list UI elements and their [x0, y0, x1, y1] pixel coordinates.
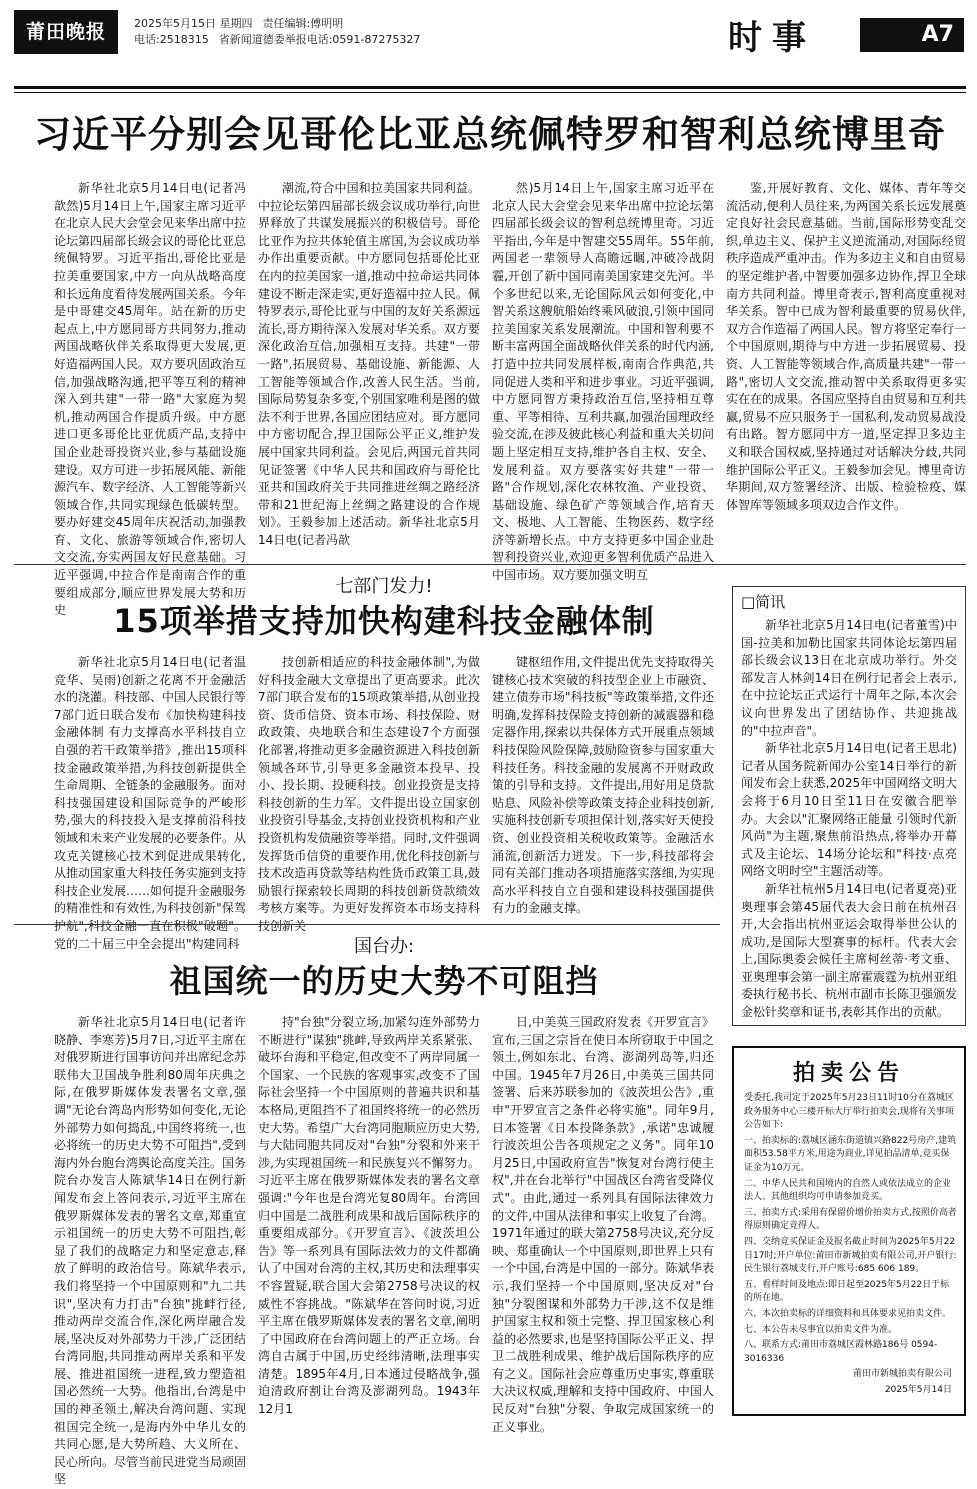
article1-text-4: 鉴,开展好教育、文化、媒体、青年等交流活动,便利人员往来,为两国关系长远发展奠定良好社会民意基础。当前,国际形势变乱交织,单边主义、保护主义逆流涌动,对国际经贸秩序造成严重冲击。作为多边主义和自由贸易的坚定维护者,中智要加强多边协作,捍卫全球南方共同利益。博里奇表示,智利高度重视对华关系。智中已成为智利最重要的贸易伙伴,双方合作造福了两国人民。智方将坚定奉行一个中国原则,期待与中方进一步拓展贸易、投资、人工智能等领域合作,高质量共建"一带一路",密切人文交流,推动智中关系取得更多实实在在的成果。各国应坚持自由贸易和互利共赢,贸易不应只服务于一国私利,发动贸易战没有出路。智方愿同中方一道,坚定捍卫多边主义和联合国权威,坚持通过对话解决分歧,共同维护国际公平正义。王毅参加会见。博里奇访华期间,双方签署经济、出版、检验检疫、媒体智库等领域多项双边合作文件。 — [726, 181, 967, 512]
article3-text-1: 新华社北京5月14日电(记者许晓静、李寒芳)5月7日,习近平主席在对俄罗斯进行国事访问并出席纪念苏联伟大卫国战争胜利80周年庆典之际,在俄罗斯媒体发表署名文章,强调"无论台湾岛内形势如何变化,无论外部势力如何捣乱,中国终将统一,也必将统一的历史大势不可阻挡",受到海内外台胞台湾舆论高度关注。国务院台办发言人陈斌华14日在例行新闻发布会上答问表示,习近平主席在俄罗斯媒体发表的署名文章,郑重宣示祖国统一的历史大势不可阻挡,彰显了我们的战略定力和坚定意志,释放了鲜明的政治信号。陈斌华表示,我们将坚持一个中国原则和"九二共识",坚决有力打击"台独"挑衅行径,推动两岸交流合作,深化两岸融合发展,坚决反对外部势力干涉,广泛团结台湾同胞,共同推动两岸关系和平发展、推进祖国统一进程,致力塑造祖国必然统一大势。他指出,台湾是中国的神圣领土,解决台湾问题、实现祖国完全统一,是海内外中华儿女的共同心愿,是大势所趋、大义所在、民心所向。尽管当前民进党当局顽固坚 — [54, 1015, 247, 1487]
briefs-body — [741, 617, 958, 1020]
article3-column-2 — [258, 1014, 480, 1417]
article2-column-3 — [492, 654, 714, 916]
auction-paragraph: 一、拍卖标的:荔城区涵东街道镇兴路822号房产,建筑面积53.58平方米,用途为商业,详见拍品清单,竞买保证金为10万元。 — [744, 1135, 957, 1173]
article1-column-1 — [54, 180, 247, 618]
section-title: 时事 — [728, 18, 816, 58]
auction-paragraph: 四、交纳竞买保证金及报名截止时间为2025年5月22日17时;开户单位:莆田市新城拍卖有限公司,开户银行:民生银行荔城支行,开户账号:685 606 189。 — [744, 1236, 957, 1275]
auction-title: 拍卖公告 — [792, 1061, 905, 1086]
auction-paragraph: 七、本公告未尽事宜以拍卖文件为准。 — [744, 1324, 898, 1335]
auction-paragraph: 五、看样时间及地点:即日起至2025年5月22日于标的所在地。 — [744, 1279, 950, 1304]
page-number: A7 — [860, 18, 964, 52]
article1-headline: 习近平分别会见哥伦比亚总统佩特罗和智利总统博里奇 — [34, 113, 946, 156]
article1-column-3 — [492, 180, 714, 583]
article3-column-1 — [54, 1014, 247, 1487]
auction-paragraph: 受委托,我司定于2025年5月23日11时10分在荔城区政务服务中心三楼开标大厅举行拍卖会,现将有关事项公告如下: — [744, 1093, 954, 1131]
article2-text-3: 键枢纽作用,文件提出优先支持取得关键核心技术突破的科技型企业上市融资、建立债券市场"科技板"等政策举措,文件还明确,发挥科技保险支持创新的减震器和稳定器作用,探索以共保体方式开展重点领域科技保险风险保障,鼓励险资参与国家重大科技任务。科技金融的发展离不开财政政策的引导和支持。文件提出,用好用足贷款贴息、风险补偿等政策支持企业科技创新,实施科技创新专项担保计划,落实好天使投资、创业投资相关税收政策等。金融活水涌流,创新活力迸发。下一步,科技部将会同有关部门推动各项措施落实落细,为实现高水平科技自立自强和建设科技强国提供有力的金融支撑。 — [492, 655, 714, 916]
auction-paragraph: 六、本次拍卖标的详细资料和具体要求见拍卖文件。 — [744, 1308, 952, 1319]
header-rule-thin — [14, 92, 966, 93]
brief-item: 新华社北京5月14日电(记者董雪)中国-拉美和加勒比国家共同体论坛第四届部长级会议13日在北京成功举行。外交部发言人林剑14日在例行记者会上表示,在中拉论坛正式运行十周年之际,本次会议向世界发出了团结协作、共迎挑战的"中拉声音"。 — [741, 618, 957, 738]
auction-sign-date: 2025年5月14日 — [884, 1384, 952, 1395]
article2-divider — [14, 924, 720, 925]
article2-text-2: 技创新相适应的科技金融体制",为做好科技金融大文章提出了更高要求。此次7部门联合发布的15项政策举措,从创业投资、货币信贷、资本市场、科技保险、财政政策、央地联合和生态建设7个方面强化部署,将推动更多金融资源进入科技创新领域各环节,引导更多金融资本投早、投小、投长期、投硬科技。创业投资是支持科技创新的生力军。文件提出设立国家创业投资引导基金,支持创业投资机构和产业投资机构发债融资等举措。同时,文件强调发挥货币信贷的重要作用,优化科技创新与技术改造再贷款等结构性货币政策工具,鼓励银行探索较长周期的科技创新贷款绩效考核方案等。为更好发挥资本市场支持科技创新关 — [258, 655, 480, 933]
newspaper-logo: 莆田晚报 — [14, 10, 118, 54]
article3-text-2: 持"台独"分裂立场,加紧勾连外部势力不断进行"谋独"挑衅,导致两岸关系紧张、破坏台海和平稳定,但改变不了两岸同属一个国家、一个民族的客观事实,改变不了国际社会坚持一个中国原则的普遍共识和基本格局,更阻挡不了祖国终将统一的必然历史大势。希望广大台湾同胞顺应历史大势,与大陆同胞共同反对"台独"分裂和外来干涉,为实现祖国统一和民族复兴不懈努力。习近平主席在俄罗斯媒体发表的署名文章强调:"今年也是台湾光复80周年。台湾回归中国是二战胜利成果和战后国际秩序的重要组成部分。《开罗宣言》、《波茨坦公告》等一系列具有国际法效力的文件都确认了中国对台湾的主权,其历史和法理事实不容置疑,联合国大会第2758号决议的权威性不容挑战。"陈斌华在答问时说,习近平主席在俄罗斯媒体发表的署名文章,阐明了中国政府在台湾问题上的严正立场。台湾自古属于中国,历史经纬清晰,法理事实清楚。1895年4月,日本通过侵略战争,强迫清政府割让台湾及澎湖列岛。1943年12月1 — [258, 1015, 480, 1417]
editor-phone: 电话:2518315 — [134, 33, 209, 46]
brief-item: 新华社北京5月14日电(记者王思北)记者从国务院新闻办公室14日举行的新闻发布会上获悉,2025年中国网络文明大会将于6月10日至11日在安徽合肥举办。大会以"汇聚网络正能量 引领时代新风尚"为主题,聚焦前沿热点,将举办开幕式及主论坛、14场分论坛和"科技·点亮网络文明时空"主题活动等。 — [741, 741, 957, 879]
brief-item: 新华社杭州5月14日电(记者夏亮)亚奥理事会第45届代表大会日前在杭州召开,大会指出杭州亚运会取得举世公认的成功,是国际大型赛事的标杆。代表大会上,国际奥委会候任主席柯丝蒂·考文垂、亚奥理事会第一副主席霍震霆为杭州亚组委执行秘书长、杭州市副市长陈卫强颁发金松针奖章和证书,表彰其作出的贡献。 — [741, 881, 958, 1020]
header-rule — [14, 86, 966, 89]
article2-column-2 — [258, 654, 480, 933]
news-briefs-box — [732, 586, 966, 1026]
issue-date: 2025年5月15日 星期四 — [134, 17, 253, 30]
article2-headline: 15项举措支持加快构建科技金融体制 — [113, 602, 655, 640]
article3-text-3: 日,中美英三国政府发表《开罗宣言》宣布,三国之宗旨在使日本所窃取于中国之领土,例如东北、台湾、澎湖列岛等,归还中国。1945年7月26日,中美英三国共同签署、后来苏联参加的《波茨坦公告》,重申"开罗宣言之条件必将实施"。同年9月,日本签署《日本投降条款》,承诺"忠诚履行波茨坦公告各项规定之义务"。同年10月25日,中国政府宣告"恢复对台湾行使主权",并在台北举行"中国战区台湾省受降仪式"。由此,通过一系列具有国际法律效力的文件,中国从法律和事实上收复了台湾。1971年通过的联大第2758号决议,充分反映、郑重确认一个中国原则,即世界上只有一个中国,台湾是中国的一部分。陈斌华表示,我们坚持一个中国原则,坚决反对"台独"分裂图谋和外部势力干涉,这不仅是维护国家主权和领土完整、捍卫国家核心利益的必然要求,也是坚持国际公平正义、捍卫二战胜利成果、维护战后国际秩序的应有之义。国际社会应尊重历史事实,尊重联大决议权威,理解和支持中国政府、中国人民反对"台独"分裂、争取完成国家统一的正义事业。 — [492, 1015, 714, 1434]
auction-paragraph: 三、拍卖方式:采用有保留价增价拍卖方式,按照价高者得原则确定竞得人。 — [744, 1207, 957, 1232]
article1-column-4 — [726, 180, 966, 552]
article1-text-2: 潮流,符合中国和拉美国家共同利益。中拉论坛第四届部长级会议成功举行,向世界释放了共谋发展振兴的积极信号。哥伦比亚作为拉共体轮值主席国,为会议成功举办作出重要贡献。中方愿同包括哥伦比亚在内的拉美国家一道,推动中拉命运共同体建设不断走深走实,更好造福中拉人民。佩特罗表示,哥伦比亚与中国的友好关系源远流长,哥方期待深入发展对华关系。双方要深化政治互信,加强相互支持。共建"一带一路",拓展贸易、基础设施、新能源、人工智能等领域合作,改善人民生活。当前,国际局势复杂多变,个别国家唯利是图的做法不利于世界,各国应团结应对。哥方愿同中方密切配合,捍卫国际公平正义,维护发展中国家共同利益。会见后,两国元首共同见证签署《中华人民共和国政府与哥伦比亚共和国政府关于共同推进丝绸之路经济带和21世纪海上丝绸之路建设的合作规划》。王毅参加上述活动。新华社北京5月14日电(记者冯歆 — [258, 181, 480, 547]
briefs-title: □简讯 — [741, 593, 786, 611]
article1-divider — [14, 564, 966, 565]
article2-kicker: 七部门发力! — [335, 576, 433, 597]
auction-signature: 莆田市新城拍卖有限公司 — [852, 1369, 952, 1380]
article3-headline: 祖国统一的历史大势不可阻挡 — [169, 962, 599, 1000]
auction-notice-box — [732, 1046, 966, 1416]
masthead-meta — [134, 16, 430, 48]
article3-column-3 — [492, 1014, 714, 1434]
auction-paragraph: 二、中华人民共和国境内的自然人或依法成立的企业法人、其他组织均可申请参加竞买。 — [744, 1178, 952, 1203]
masthead — [14, 10, 966, 80]
article2-text-1: 新华社北京5月14日电(记者温竞华、吴雨)创新之花离不开金融活水的浇灌。科技部、中国人民银行等7部门近日联合发布《加快构建科技金融体制 有力支撑高水平科技自立自强的若干政策举措》,推出15项科技金融政策举措,为科技创新提供全生命周期、全链条的金融服务。面对科技强国建设和国际竞争的严峻形势,强大的科技投入是支撑前沿科技领域和未来产业发展的必要条件。从攻克关键核心技术到促进成果转化,从推动国家重大科技任务实施到支持科技企业发展……如何提升金融服务的精准性和有效性,为科技创新"保驾护航",科技金融一直在积极"破题"。党的二十届三中全会提出"构建同科 — [54, 655, 247, 951]
auction-body — [744, 1092, 958, 1399]
responsible-editor: 责任编辑:傅明明 — [262, 17, 344, 30]
report-phone: 省新闻道德委举报电话:0591-87275327 — [218, 33, 421, 46]
article1-text-1: 新华社北京5月14日电(记者冯歆然)5月14日上午,国家主席习近平在北京人民大会堂会见来华出席中拉论坛第四届部长级会议的哥伦比亚总统佩特罗。习近平指出,哥伦比亚是拉美重要国家,中方一向从战略高度和长远角度看待发展两国关系。今年是中哥建交45周年。站在新的历史起点上,中方愿同哥方共同努力,推动两国战略伙伴关系取得更大发展,更好造福两国人民。双方要巩固政治互信,加强战略沟通,把平等互利的精神深入到共建"一带一路"大家庭为契机,推动两国合作提质升级。中方愿进口更多哥伦比亚优质产品,支持中国企业赴哥投资兴业,参与基础设施建设。双方可进一步拓展风能、新能源汽车、数字经济、人工智能等新兴领域合作,共同实现绿色低碳转型。要办好建交45周年庆祝活动,加强教育、文化、旅游等领域合作,密切人文交流,夯实两国友好民意基础。习近平强调,中拉合作是南南合作的重要组成部分,顺应世界发展大势和历史 — [54, 181, 247, 618]
article3-kicker: 国台办: — [353, 936, 415, 957]
article1-column-2 — [258, 180, 480, 552]
article2-column-1 — [54, 654, 247, 951]
article1-text-3: 然)5月14日上午,国家主席习近平在北京人民大会堂会见来华出席中拉论坛第四届部长级会议的智利总统博里奇。习近平指出,今年是中智建交55周年。55年前,两国老一辈领导人高瞻远瞩,冲破冷战阴霾,开创了新中国同南美国家建交先河。半个多世纪以来,无论国际风云如何变化,中智关系这艘航船始终乘风破浪,引领中国同拉美国家关系发展潮流。中国和智利要不断丰富两国全面战略伙伴关系的时代内涵,打造中拉共同发展样板,南南合作典范,共同促进人类和平和进步事业。习近平强调,中方愿同智方秉持政治互信,坚持相互尊重、平等相待、互利共赢,加强治国理政经验交流,在涉及彼此核心利益和重大关切问题上坚定相互支持,维护各自主权、安全、发展利益。双方要落实好共建"一带一路"合作规划,深化农林牧渔、产业投资、基础设施、绿色矿产等领域合作,培育天文、极地、人工智能、生物医药、数字经济等新增长点。中方支持更多中国企业赴智利投资兴业,欢迎更多智利优质产品进入中国市场。双方要加强文明互 — [492, 181, 714, 583]
auction-paragraph: 八、联系方式:莆田市荔城区霞林路186号 0594-3016336 — [744, 1340, 938, 1364]
